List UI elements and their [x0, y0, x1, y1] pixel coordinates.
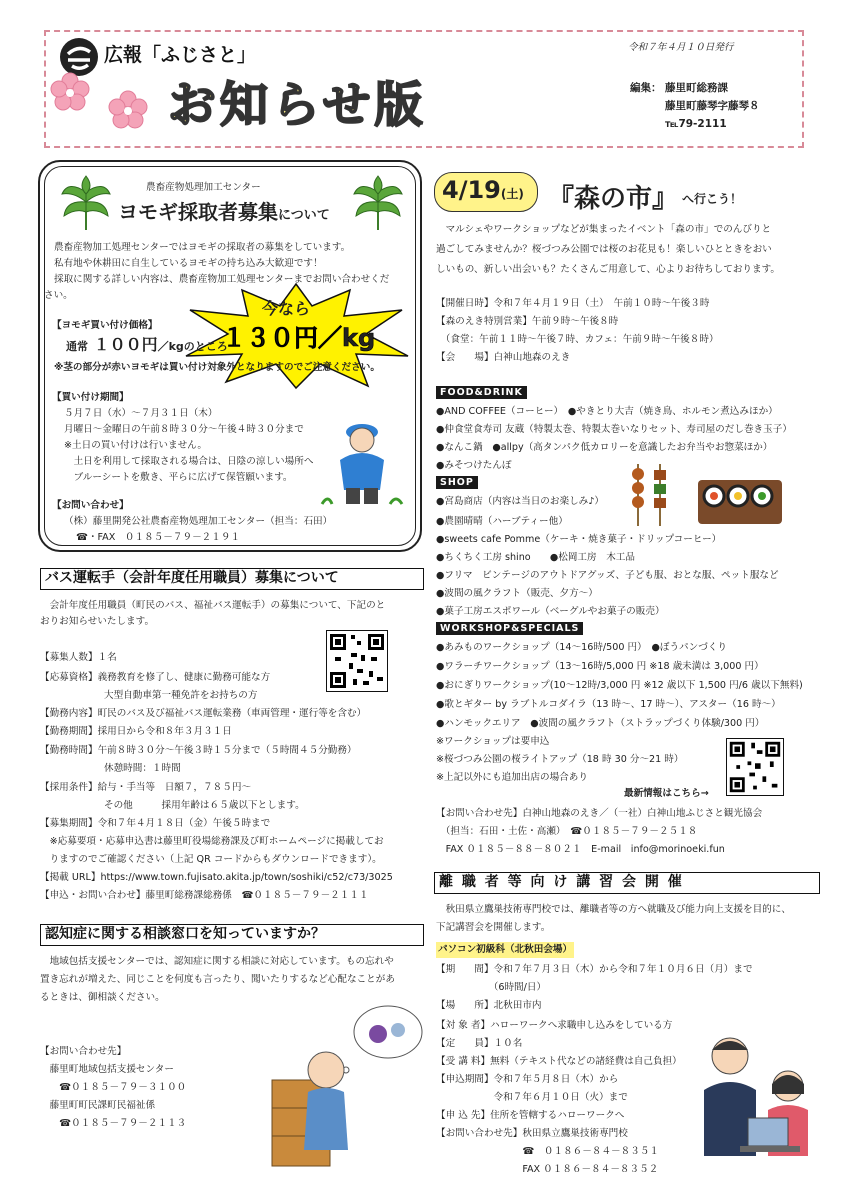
- sakura-flower-icon: [50, 72, 90, 116]
- dementia-section-title: 認知症に関する相談窓口を知っていますか？: [40, 924, 424, 946]
- bus-row-8: [40, 780, 251, 796]
- period-line-4: 土日を利用して採取される場合は、日陰の涼しい場所へ: [64, 456, 314, 467]
- workshop-note-2: ※桜づつみ公園の桜ライトアップ（18 時 30 分～21 時）: [436, 754, 684, 765]
- course-row-1: 【期 間】令和７年７月３日（木）から令和７年１０月６日（月）まで: [436, 964, 753, 975]
- row-key: 【勤務期間】: [40, 726, 98, 737]
- dementia-contact-3: ☎０１８５－７９－３１００: [40, 1082, 187, 1093]
- dementia-contact-5: ☎０１８５－７９－２１１３: [40, 1118, 187, 1129]
- row-value: 採用日から令和８年３月３１日: [97, 726, 232, 737]
- bus-row-10: [40, 816, 270, 832]
- yomogi-intro-3: 採取に関する詳しい内容は、農畜産物加工処理センターまでお問い合わせくだ: [54, 274, 390, 285]
- yomogi-intro-4: さい。: [44, 290, 73, 301]
- yomogi-title-main: ヨモギ採取者募集: [118, 200, 278, 224]
- row-value: 給与・手当等 日額７，７８５円～: [97, 782, 252, 793]
- row-key: 【勤務時間】: [40, 745, 98, 756]
- row-value: 町民のバス及び福祉バス運転業務（車両管理・運行等を含む）: [97, 708, 367, 719]
- course-row-8: 令和７年６月１０日（火）まで: [436, 1092, 628, 1103]
- latest-info-link[interactable]: 最新情報はこちら→: [624, 788, 709, 799]
- food-item-1: ●AND COFFEE（コーヒー） ●やきとり大吉（焼き鳥、ホルモン煮込みほか）: [436, 406, 778, 417]
- row-value: 午前８時３０分～午後３時１５分まで（５時間４５分勤務）: [97, 745, 357, 756]
- row-key: 【勤務内容】: [40, 708, 98, 719]
- dementia-intro-2: 置き忘れが増えた、同じことを何度も言ったり、聞いたりするなど心配なことがあ: [40, 974, 395, 985]
- course-row-10: 【お問い合わせ先】秋田県立鷹巣技術専門校: [436, 1128, 628, 1139]
- shop-item-6: ●波間の風クラフト（販売、夕方～）: [436, 588, 598, 599]
- editor-label: 編集：: [630, 82, 662, 94]
- page-title: お知らせ版: [168, 77, 427, 133]
- course-row-4: 【対 象 者】ハローワークへ求職申し込みをしている方: [436, 1020, 673, 1031]
- sakura-flower-icon: [108, 90, 148, 134]
- row-value: 令和７年４月１８日（金）午後５時まで: [97, 818, 271, 829]
- computer-training-illustration: [690, 1030, 820, 1164]
- tel: ℡79-2111: [665, 118, 727, 130]
- period-label: 【買い付け期間】: [52, 392, 129, 403]
- yomogi-note: ※茎の部分が赤いヨモギは買い付け対象外となりますのでご注意ください。: [54, 362, 380, 373]
- row-value: １名: [97, 652, 117, 663]
- course-row-7: 【申込期間】令和７年５月８日（木）から: [436, 1074, 619, 1085]
- shop-item-3: ●sweets cafe Pomme（ケーキ・焼き菓子・ドリップコーヒー）: [436, 534, 722, 545]
- yomogi-contact-2: ☎・FAX ０１８５－７９－２１９１: [76, 532, 241, 543]
- address: 藤里町藤琴字藤琴８: [665, 100, 760, 112]
- price-usual-value: １００円: [93, 335, 158, 354]
- issue-date: 令和７年４月１０日発行: [628, 42, 734, 53]
- yomogi-leaf-icon: [58, 172, 114, 236]
- bus-row-9: その他 採用年齢は６５歳以下とします。: [104, 800, 305, 811]
- event-contact-1: 【お問い合わせ先】白神山地森のえき／（一社）白神山地ふじさと観光協会: [436, 808, 763, 819]
- event-info-2: 【森のえき特別営業】午前９時～午後８時: [436, 316, 619, 327]
- bus-note-1: ※応募要項・応募申込書は藤里町役場総務課及び町ホームページに掲載してお: [40, 836, 384, 847]
- town-logo-icon: [60, 38, 98, 76]
- dementia-intro-3: るときは、御相談ください。: [40, 992, 165, 1003]
- price-usual: [66, 332, 228, 355]
- event-contact-2: （担当：石田・土佐・高瀬） ☎０１８５－７９－２５１８: [436, 826, 698, 837]
- event-date: [442, 176, 524, 204]
- farmer-picking-illustration: [318, 410, 408, 514]
- row-key: 【応募資格】: [40, 672, 98, 683]
- bus-intro-2: おりお知らせいたします。: [40, 616, 155, 627]
- bus-row-3: 大型自動車第一種免許をお持ちの方: [104, 690, 258, 701]
- yomogi-center: 農畜産物処理加工センター: [146, 182, 261, 193]
- period-line-2: 月曜日～金曜日の午前８時３０分～午後４時３０分まで: [64, 424, 304, 435]
- event-info-1: 【開催日時】令和７年４月１９日（土） 午前１０時～午後３時: [436, 298, 710, 309]
- shop-item-2: ●農園晴晴（ハーブティー他）: [436, 516, 568, 527]
- workshop-note-3: ※上記以外にも追加出店の場合あり: [436, 772, 588, 783]
- course-intro-2: 下記講習会を開催します。: [436, 922, 551, 933]
- bus-section-title: バス運転手（会計年度任用職員）募集について: [40, 568, 424, 590]
- brand-name: 広報「ふじさと」: [104, 44, 257, 66]
- bus-intro-1: 会計年度任用職員（町民のバス、福祉バス運転手）の募集について、下記のと: [40, 600, 386, 611]
- workshop-item-5: ●ハンモックエリア ●波間の風クラフト（ストラップづくり体験/300 円）: [436, 718, 765, 729]
- event-contact-3: FAX ０１８５－８８－８０２１ E-mail info@morinoeki.fun: [436, 844, 725, 855]
- yomogi-contact-label: 【お問い合わせ】: [52, 500, 129, 511]
- period-line-5: ブルーシートを敷き、平らに広げて保管願います。: [64, 472, 293, 483]
- bus-row-1: [40, 650, 117, 666]
- row-key: 【募集期間】: [40, 818, 98, 829]
- event-title-suffix: へ行こう！: [682, 192, 743, 206]
- food-item-3: ●なんこ鍋 ●allpy（高タンパク低カロリーを意識したお弁当やお惣菜ほか）: [436, 442, 773, 453]
- period-line-3: ※土日の買い付けは行いません。: [64, 440, 207, 451]
- yomogi-intro-2: 私有地や休耕田に自生しているヨモギの持ち込み大歓迎です！: [54, 258, 323, 269]
- yomogi-leaf-icon: [350, 172, 406, 236]
- row-key: 【採用条件】: [40, 782, 98, 793]
- bus-url[interactable]: 【掲載 URL】https://www.town.fujisato.akita.jp/town/soshiki/c52/c73/3025: [40, 872, 393, 883]
- workshop-item-1: ●あみものワークショップ（14～16時/500 円） ●ぼうパンづくり: [436, 642, 728, 653]
- event-info-4: 【会 場】白神山地森のえき: [436, 352, 571, 363]
- course-row-12: FAX ０１８６－８４－８３５２: [436, 1164, 659, 1175]
- row-value: 義務教育を修了し、健康に勤務可能な方: [97, 672, 271, 683]
- price-label: 【ヨモギ買い付け価格】: [52, 320, 158, 331]
- shop-item-1: ●宮島商店（内容は当日のお楽しみ♪）: [436, 496, 604, 507]
- event-title: 『森の市』: [548, 184, 679, 214]
- workshop-item-4: ●歌とギター by ラブトルコダイラ（13 時～、17 時～）、アスター（16 時～）: [436, 699, 781, 710]
- dementia-contact-2: 藤里町地域包括支援センター: [40, 1064, 174, 1075]
- course-section-title: 離 職 者 等 向 け 講 習 会 開 催: [434, 872, 820, 894]
- burst-price: １３０円／kg: [222, 324, 376, 352]
- bus-row-7: 休憩時間：１時間: [104, 763, 181, 774]
- price-usual-unit: ／kgのところ: [157, 340, 228, 353]
- dementia-contact-4: 藤里町町民課町民福祉係: [40, 1100, 156, 1111]
- forgetful-person-illustration: [268, 1000, 428, 1174]
- workshop-note-1: ※ワークショップは要申込: [436, 736, 550, 747]
- weekday-text: (土): [500, 187, 524, 201]
- course-row-3: 【場 所】北秋田市内: [436, 1000, 542, 1011]
- course-name: パソコン初級科（北秋田会場）: [436, 942, 574, 958]
- event-intro-2: 過ごしてみませんか？桜づつみ公園では桜のお花見も！楽しいひとときをおい: [436, 244, 772, 255]
- yomogi-title-suffix: について: [278, 208, 330, 223]
- workshop-item-3: ●おにぎりワークショップ(10～12時/3,000 円 ※12 歳以下 1,500 円/6 歳以下無料): [436, 680, 803, 691]
- workshop-label: WORKSHOP&SPECIALS: [436, 622, 583, 635]
- shop-label: SHOP: [436, 476, 478, 489]
- event-qr-code[interactable]: [726, 738, 784, 796]
- bus-row-4: [40, 706, 366, 722]
- course-row-6: 【受 講 料】無料（テキスト代などの諸経費は自己負担）: [436, 1056, 682, 1067]
- bus-qr-code[interactable]: [326, 630, 388, 692]
- shop-item-7: ●菓子工房エスポワール（ベーグルやお菓子の販売）: [436, 606, 665, 617]
- course-row-9: 【申 込 先】住所を管轄するハローワークへ: [436, 1110, 625, 1121]
- bus-row-6: [40, 743, 357, 759]
- dementia-contact-1: 【お問い合わせ先】: [40, 1046, 127, 1057]
- food-drink-label: FOOD&DRINK: [436, 386, 527, 399]
- bus-row-5: [40, 724, 232, 740]
- food-item-4: ●みそつけたんぽ: [436, 460, 512, 471]
- event-intro-1: マルシェやワークショップなどが集まったイベント「森の市」でのんびりと: [436, 224, 772, 235]
- price-usual-prefix: 通常: [66, 340, 88, 353]
- event-intro-3: しいもの、新しい出会いも？たくさんご用意して、心よりお待ちしております。: [436, 264, 781, 275]
- bus-apply: 【申込・お問い合わせ】藤里町総務課総務係 ☎０１８５－７９－２１１１: [40, 890, 369, 901]
- shop-item-4: ●ちくちく工房 shino ●松岡工房 木工品: [436, 552, 635, 563]
- yakitori-sushi-illustration: [628, 460, 788, 534]
- dementia-intro-1: 地域包括支援センターでは、認知症に関する相談に対応しています。もの忘れや: [40, 956, 394, 967]
- event-info-3: （食堂：午前１１時～午後７時、カフェ：午前９時～午後８時）: [436, 334, 719, 345]
- yomogi-title: [118, 196, 330, 225]
- burst-top: 今なら: [262, 299, 311, 318]
- shop-item-5: ●フリマ ビンテージのアウトドアグッズ、子ども服、おとな服、ペット服など: [436, 570, 779, 581]
- period-line-1: ５月７日（水）～７月３１日（木）: [64, 408, 218, 419]
- course-intro-1: 秋田県立鷹巣技術専門校では、離職者等の方へ就職及び能力向上支援を目的に、: [436, 904, 791, 915]
- yomogi-intro-1: 農畜産物加工処理センターではヨモギの採取者の募集をしています。: [54, 242, 351, 253]
- course-row-5: 【定 員】１０名: [436, 1038, 523, 1049]
- course-row-2: （6時間/日）: [436, 982, 547, 993]
- workshop-item-2: ●ワラーチワークショップ（13～16時/5,000 円 ※18 歳未満は 3,000 円）: [436, 661, 764, 672]
- row-key: 【募集人数】: [40, 652, 98, 663]
- date-text: 4/19: [442, 176, 501, 204]
- bus-row-2: [40, 670, 270, 686]
- food-item-2: ●仲食堂食寿司 友蔵（特製太巻、特製太巻いなりセット、寿司屋のだし巻き玉子）: [436, 424, 792, 435]
- course-row-11: ☎ ０１８６－８４－８３５１: [436, 1146, 660, 1157]
- editor: 藤里町総務課: [665, 82, 728, 94]
- yomogi-contact-1: （株）藤里開発公社農畜産物処理加工センター（担当：石田）: [64, 516, 333, 527]
- bus-note-2: りますのでご確認ください（上記 QR コードからもダウンロードできます）。: [40, 854, 382, 865]
